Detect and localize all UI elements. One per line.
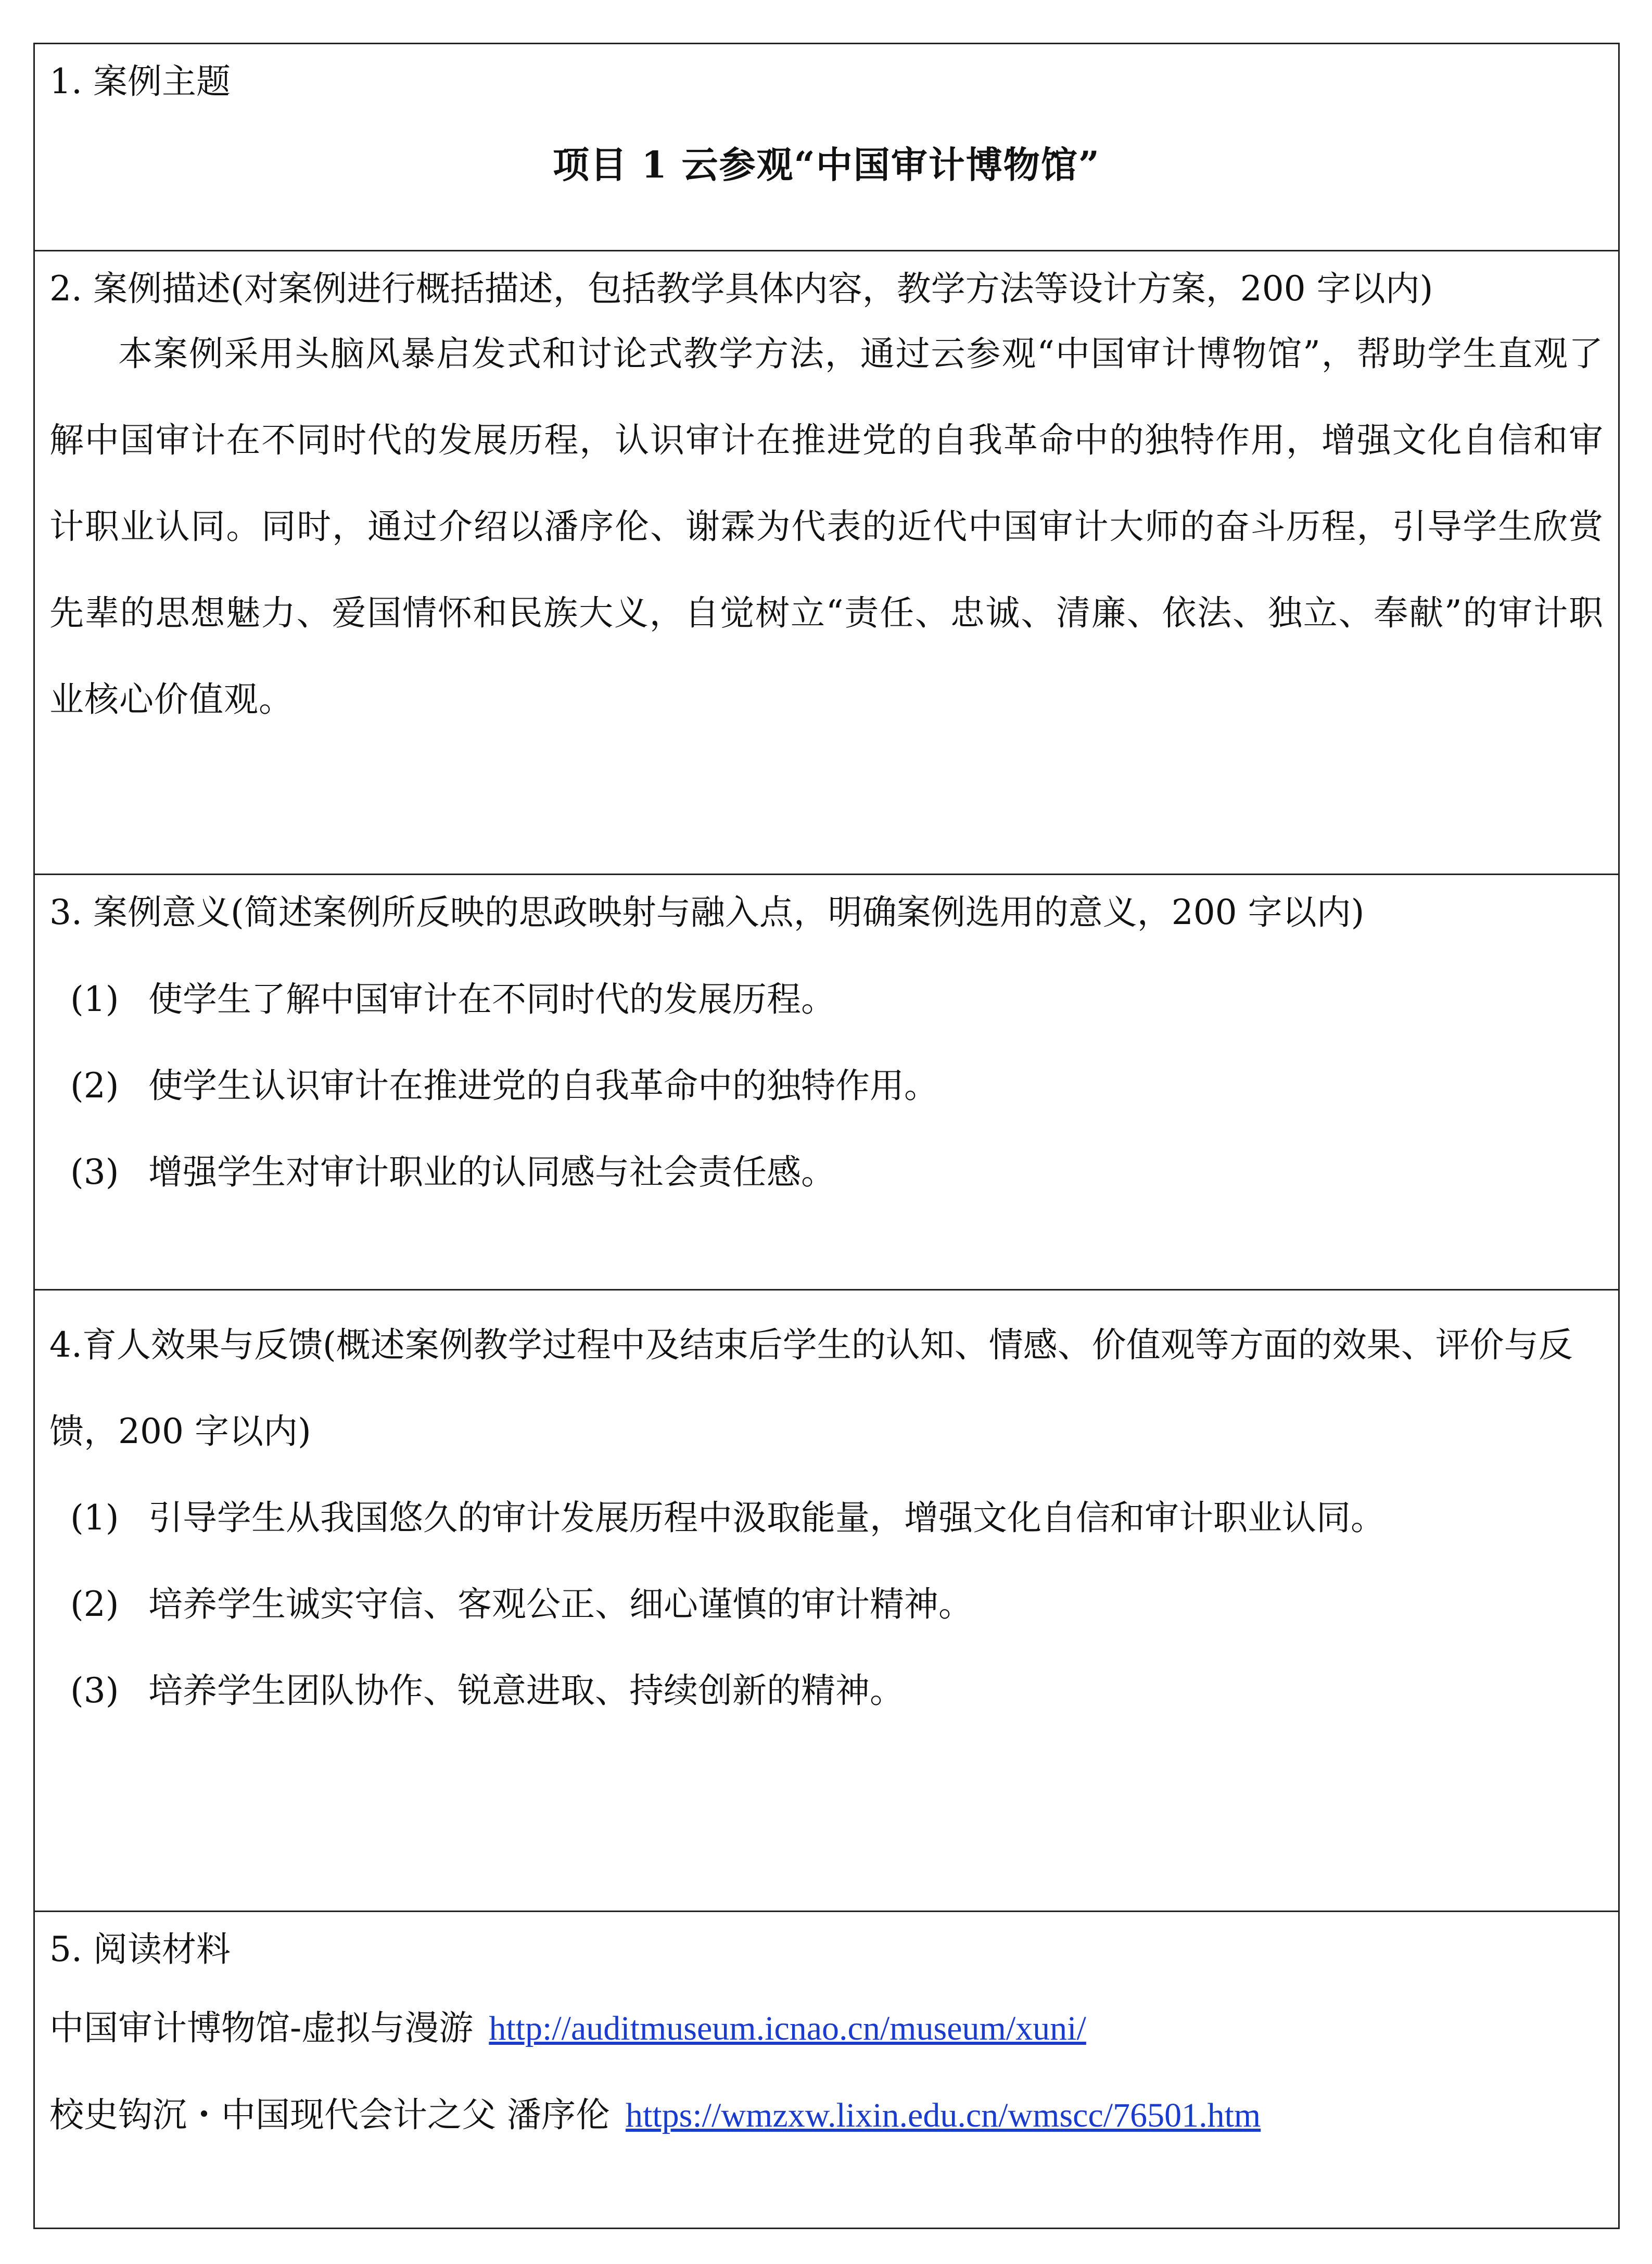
list-item-number: (3) [70,1152,119,1192]
material-link[interactable]: http://auditmuseum.icnao.cn/museum/xuni/ [489,2009,1086,2047]
list-item [49,1129,1604,1216]
list-item-number: (2) [70,1066,119,1106]
list-item-text: 培养学生诚实守信、客观公正、细心谨慎的审计精神。 [148,1584,973,1624]
list-item-text: 培养学生团队协作、锐意进取、持续创新的精神。 [148,1671,904,1711]
section-effect-heading: 4.育人效果与反馈(概述案例教学过程中及结束后学生的认知、情感、价值观等方面的效果、评价与反馈，200 字以内) [49,1325,1573,1451]
section-topic [35,44,1618,251]
section-topic-heading: 1. 案例主题 [49,61,231,102]
list-item [49,1475,1604,1561]
list-item [49,956,1604,1043]
list-item [49,1648,1604,1734]
list-item [49,1043,1604,1129]
list-item [49,1561,1604,1648]
section-description [35,251,1618,875]
significance-list [49,956,1604,1216]
section-effect-feedback [35,1291,1618,1912]
list-item-text: 增强学生对审计职业的认同感与社会责任感。 [148,1152,835,1192]
material-item [49,2072,1604,2159]
section-reading-heading: 5. 阅读材料 [49,1929,231,1969]
material-label: 校史钩沉・中国现代会计之父 潘序伦 [49,2095,610,2135]
material-label: 中国审计博物馆-虚拟与漫游 [49,2008,474,2048]
description-paragraph: 本案例采用头脑风暴启发式和讨论式教学方法，通过云参观“中国审计博物馆”，帮助学生直观了解中国审计在不同时代的发展历程，认识审计在推进党的自我革命中的独特作用，增强文化自信和审计职业认同。同时，通过介绍以潘序伦、谢霖为代表的近代中国审计大师的奋斗历程，引导学生欣赏先辈的思想魅力、爱国情怀和民族大义，自觉树立“责任、忠诚、清廉、依法、独立、奉献”的审计职业核心价值观。 [49,334,1604,719]
list-item-text: 使学生了解中国审计在不同时代的发展历程。 [148,979,835,1019]
effect-list [49,1475,1604,1734]
list-item-number: (3) [70,1671,119,1711]
list-item-number: (1) [70,1498,119,1538]
list-item-number: (2) [70,1584,119,1624]
section-significance-heading: 3. 案例意义(简述案例所反映的思政映射与融入点，明确案例选用的意义，200 字以内) [49,892,1365,932]
list-item-text: 引导学生从我国悠久的审计发展历程中汲取能量，增强文化自信和审计职业认同。 [148,1498,1385,1538]
section-significance [35,875,1618,1291]
project-title: 项目 1 云参观“中国审计博物馆” [553,143,1100,186]
material-link[interactable]: https://wmzxw.lixin.edu.cn/wmscc/76501.htm [625,2096,1261,2134]
material-item [49,1985,1604,2072]
section-reading-materials [35,1912,1618,2228]
list-item-text: 使学生认识审计在推进党的自我革命中的独特作用。 [148,1066,938,1106]
section-description-heading: 2. 案例描述(对案例进行概括描述，包括教学具体内容，教学方法等设计方案，200 字以内) [49,269,1433,309]
list-item-number: (1) [70,979,119,1019]
case-table [33,43,1620,2229]
